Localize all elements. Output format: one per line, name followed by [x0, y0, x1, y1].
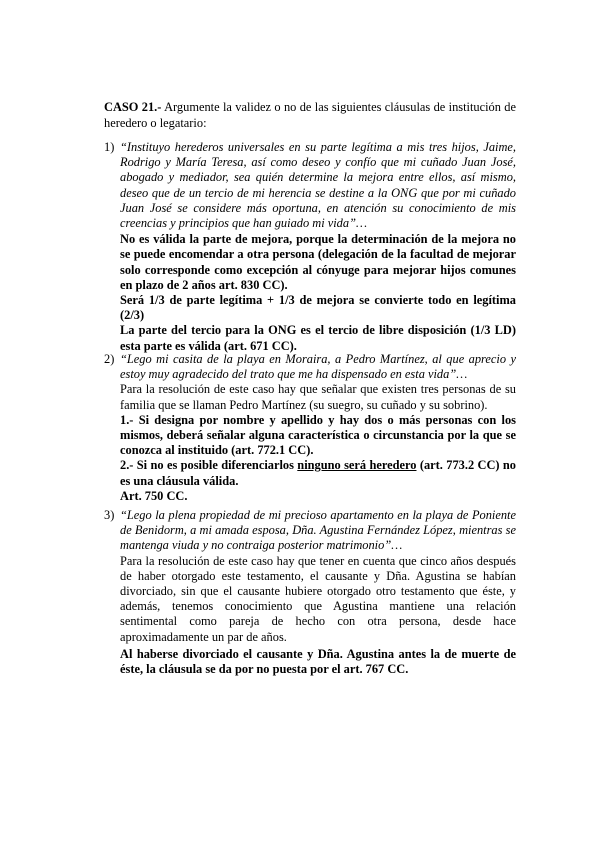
answer-text: 1.- Si designa por nombre y apellido y hay dos o más personas con los mismos, deberá señalar alguna característica o circunstancia por la que se conozca al instituido (art. 772.1 CC). [120, 412, 516, 458]
answer-text: No es válida la parte de mejora, porque la determinación de la mejora no se puede encomendar a otra persona (delegación de la facultad de mejorar solo corresponde como excepción al cónyuge para mejorar hijos comunes en plazo de 2 años art. 830 CC). [120, 232, 516, 292]
item-number: 3) [104, 508, 115, 522]
answer-text: Al haberse divorciado el causante y Dña. Agustina antes la de muerte de éste, la cláusula se da por no puesta por el art. 767 CC. [120, 646, 516, 677]
clause-quote: “Instituyo herederos universales en su parte legítima a mis tres hijos, Jaime, Rodrigo y María Teresa, así como deseo y confío que mi cuñado Juan José, abogado y mediador, sea quién determine la mejora entre ellos, así mismo, deseo que de un tercio de mi herencia se destine a la ONG que por mi cuñado Juan José se considere más oportuna, en atención su conocimiento de mis creencias y principios que han guiado mi vida”… [120, 140, 516, 231]
answer-text [120, 458, 516, 488]
answer-text: La parte del tercio para la ONG es el tercio de libre disposición (1/3 LD) esta parte es válida (art. 671 CC). [120, 323, 516, 353]
item-number: 2) [104, 352, 115, 366]
clause-quote: “Lego la plena propiedad de mi precioso apartamento en la playa de Poniente de Benidorm, a mi amada esposa, Dña. Agustina Fernández López, mientras se mantenga viuda y no contraiga posterior matrimonio”… [120, 508, 516, 553]
underlined-text: ninguno será heredero [297, 458, 417, 473]
answer-suffix: (art. 773.2 CC) no es una cláusula válida. [120, 458, 516, 488]
answer-prefix: 2.- Si no es posible diferenciarlos [120, 458, 298, 473]
explanation-text: Para la resolución de este caso hay que señalar que existen tres personas de su familia que se llaman Pedro Martínez (su suegro, su cuñado y su sobrino). [120, 382, 516, 412]
case-heading [104, 99, 516, 131]
case-prompt: Argumente la validez o no de las siguientes cláusulas de institución de heredero o legatario: [104, 100, 516, 130]
clause-quote: “Lego mi casita de la playa en Moraira, a Pedro Martínez, al que aprecio y estoy muy agradecido del trato que me ha dispensado en esta vida”… [120, 352, 516, 382]
answer-text: Art. 750 CC. [120, 488, 188, 503]
explanation-text: Para la resolución de este caso hay que tener en cuenta que cinco años después de haber otorgado este testamento, el causante y Dña. Agustina se habían divorciado, sin que el causante hubiere otorgado otro testamento que éste, y además, tenemos conocimiento que Agustina mantiene una relación sentimental como pareja de hecho con otra persona, desde hace aproximadamente un par de años. [120, 553, 516, 644]
item-number: 1) [104, 140, 115, 154]
case-label: CASO 21.- [104, 100, 162, 114]
answer-text: Será 1/3 de parte legítima + 1/3 de mejora se convierte todo en legítima (2/3) [120, 293, 516, 323]
